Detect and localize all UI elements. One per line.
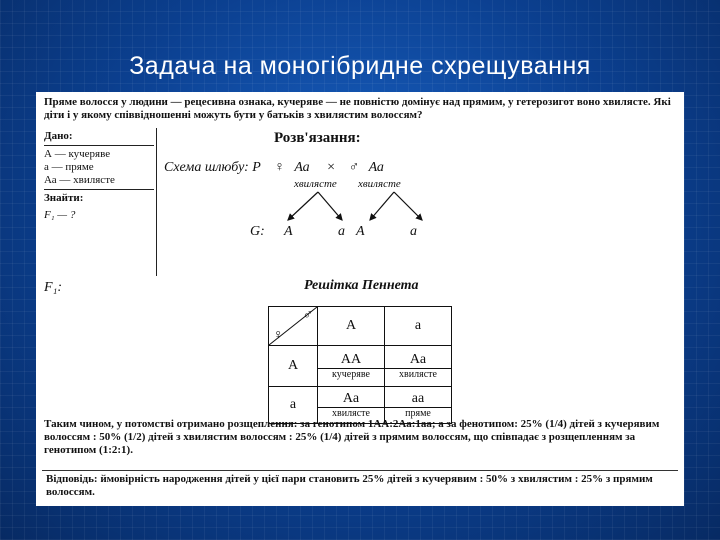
- problem-statement: Пряме волосся у людини — рецесивна ознака, кучеряве — не повністю домінує над прямим, у гетерозигот воно хвилясте. Які діти і у якому співвідношенні можуть бути у батьків з хвилястим волоссям?: [44, 96, 671, 121]
- column-header: а: [385, 307, 452, 346]
- cell-genotype: аа: [411, 390, 425, 406]
- female-symbol-icon: ♀: [274, 160, 285, 175]
- column-header: А: [318, 307, 385, 346]
- scheme-label: Схема шлюбу: Р: [164, 160, 261, 175]
- female-symbol-icon: ♀: [273, 328, 284, 343]
- gamete-arrows: [276, 190, 436, 226]
- parent2-genotype: Аа: [368, 160, 384, 175]
- punnett-cell: [318, 346, 385, 387]
- row-header: а: [269, 387, 318, 424]
- cell-genotype: АА: [340, 351, 362, 367]
- parent1-genotype: Аа: [294, 160, 310, 175]
- given-block: [44, 130, 154, 222]
- cell-phenotype: пряме: [385, 407, 451, 420]
- given-line: Аа — хвилясте: [44, 174, 115, 186]
- given-header: Дано:: [44, 130, 73, 142]
- parent2-phenotype: хвилясте: [358, 178, 401, 190]
- given-line: а — пряме: [44, 161, 94, 173]
- solution-title: Розв'язання:: [274, 130, 361, 146]
- gametes-label: G:: [250, 224, 265, 239]
- given-line: А — кучеряве: [44, 148, 111, 160]
- gamete: А: [356, 224, 365, 239]
- cell-phenotype: хвилясте: [385, 368, 451, 381]
- gamete: а: [410, 224, 417, 239]
- divider: [44, 145, 154, 146]
- gamete: а: [338, 224, 345, 239]
- male-symbol-icon: ♂: [302, 308, 313, 323]
- column-divider: [156, 128, 157, 276]
- cell-phenotype: кучеряве: [318, 368, 384, 381]
- answer-text: Відповідь: ймовірність народження дітей у цієї пари становить 25% дітей з кучерявим : 50% з хвилястим : 25% з прямим волоссям.: [42, 470, 678, 501]
- cell-genotype: Аа: [409, 351, 427, 367]
- punnett-title: Решітка Пеннета: [304, 278, 419, 293]
- scanned-document: [36, 92, 684, 506]
- gamete: А: [284, 224, 293, 239]
- row-header: А: [269, 346, 318, 387]
- punnett-cell: [385, 346, 452, 387]
- f1-label: F₁:: [44, 280, 63, 295]
- parent1-phenotype: хвилясте: [294, 178, 337, 190]
- punnett-square: [268, 306, 452, 424]
- cell-genotype: Аа: [342, 390, 360, 406]
- find-value: F₁ — ?: [44, 209, 76, 221]
- punnett-corner: [269, 307, 318, 346]
- slide-title: Задача на моногібридне схрещування: [129, 52, 591, 80]
- cross-scheme: [164, 160, 384, 176]
- male-symbol-icon: ♂: [348, 160, 360, 175]
- divider: [44, 189, 154, 190]
- find-header: Знайти:: [44, 192, 84, 204]
- conclusion-text: Таким чином, у потомстві отримано розщеплення: за генотипом 1АА:2Аа:1аа; а за фенотипом: 25% (1/4) дітей з кучерявим волоссям : 50% (1/2) дітей з хвилястим волоссям : 25% (1/4) дітей з прямим волоссям, що співпадає з розщепленням за генотипом (1:2:1).: [44, 418, 660, 456]
- cell-phenotype: хвилясте: [318, 407, 384, 420]
- cross-symbol: ×: [327, 160, 336, 175]
